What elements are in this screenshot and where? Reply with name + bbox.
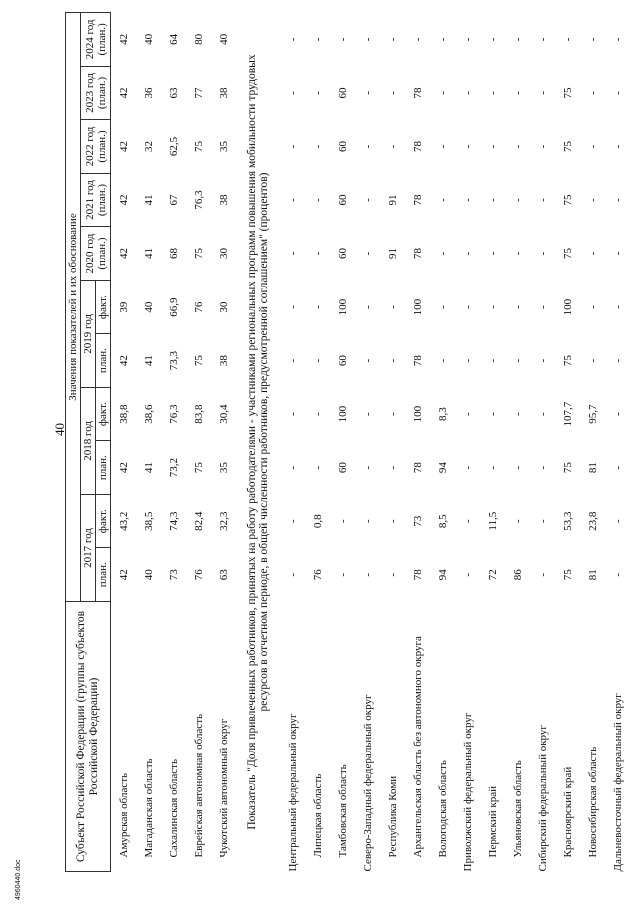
value-cell: 72 (486, 569, 499, 581)
value-cell: 94 (436, 569, 449, 581)
table-row (430, 13, 455, 872)
value-cell: - (286, 198, 299, 202)
value-cell: 42 (117, 462, 130, 474)
value-cell: - (361, 251, 374, 256)
table-row (280, 13, 305, 872)
value-cell: 76 (192, 569, 205, 581)
value-cell: - (386, 91, 399, 95)
value-cell: 78 (411, 355, 424, 367)
value-cell: 100 (411, 405, 424, 423)
district-name: Центральный федеральный округ (286, 713, 299, 872)
district-name: Приволжский федеральный округ (461, 712, 474, 872)
table-row (355, 13, 380, 872)
value-cell: - (511, 519, 524, 524)
table-row (505, 13, 530, 872)
value-cell: - (311, 91, 324, 95)
value-cell: 67 (167, 194, 180, 206)
value-cell: - (311, 305, 324, 309)
value-cell: 30,4 (217, 404, 230, 424)
header-year-2019: 2019 год (81, 280, 96, 387)
value-cell: - (586, 198, 599, 202)
value-cell: - (361, 519, 374, 524)
value-cell: 95,7 (586, 404, 599, 424)
region-name: Новосибирская область (586, 746, 599, 858)
header-plan: план. (96, 548, 111, 602)
value-cell: 94 (436, 462, 449, 474)
value-cell: 38 (217, 194, 230, 206)
district-name: Дальневосточный федеральный округ (611, 693, 624, 872)
header-year-2017: 2017 год (81, 494, 96, 601)
value-cell: 91 (386, 194, 399, 206)
value-cell: 64 (167, 33, 180, 45)
value-cell: - (511, 305, 524, 309)
region-name: Магаданская область (142, 758, 155, 858)
header-year-2020: 2020 год (план.) (81, 227, 111, 281)
value-cell: 78 (411, 140, 424, 152)
value-cell: - (586, 305, 599, 309)
value-cell: - (536, 465, 549, 470)
value-cell: 11,5 (486, 511, 499, 531)
value-cell: - (461, 144, 474, 149)
value-cell: - (486, 358, 499, 363)
value-cell: 38 (217, 355, 230, 367)
value-cell: - (611, 91, 624, 95)
table-row (580, 13, 605, 872)
value-cell: 91 (386, 248, 399, 260)
value-cell: - (386, 144, 399, 149)
value-cell: - (486, 251, 499, 256)
value-cell: 32,3 (217, 511, 230, 531)
value-cell: 75 (561, 194, 574, 206)
value-cell: - (361, 91, 374, 95)
rotated-table-sheet (65, 12, 625, 872)
table-row (111, 13, 137, 872)
value-cell: - (336, 519, 349, 524)
value-cell: 38,6 (142, 404, 155, 424)
value-cell: - (536, 91, 549, 95)
value-cell: 42 (117, 569, 130, 581)
value-cell: 60 (336, 87, 349, 99)
region-name: Архангельская область без автономного округа (411, 636, 424, 858)
table-row (455, 13, 480, 872)
value-cell: 41 (142, 462, 155, 474)
value-cell: 75 (561, 355, 574, 367)
header-fact: факт. (96, 494, 111, 548)
value-cell: 60 (336, 462, 349, 474)
value-cell: 78 (411, 248, 424, 260)
value-cell: 32 (142, 140, 155, 152)
value-cell: - (336, 572, 349, 577)
region-name: Ульяновская область (511, 760, 524, 858)
value-cell: - (486, 91, 499, 95)
value-cell: - (586, 37, 599, 42)
value-cell: - (436, 305, 449, 309)
value-cell: - (286, 358, 299, 363)
header-year-2022: 2022 год (план.) (81, 120, 111, 174)
value-cell: 100 (561, 298, 574, 316)
value-cell: - (286, 144, 299, 149)
value-cell: 60 (336, 248, 349, 260)
value-cell: - (461, 519, 474, 524)
value-cell: - (511, 37, 524, 42)
value-cell: 42 (117, 33, 130, 45)
value-cell: - (361, 358, 374, 363)
value-cell: - (311, 358, 324, 363)
value-cell: 38,8 (117, 404, 130, 424)
value-cell: 81 (586, 462, 599, 474)
value-cell: 76 (311, 569, 324, 581)
value-cell: - (611, 37, 624, 42)
table-row (530, 13, 555, 872)
value-cell: - (511, 198, 524, 202)
value-cell: - (461, 305, 474, 309)
value-cell: - (461, 251, 474, 256)
header-plan: план. (96, 334, 111, 388)
table-row (211, 13, 236, 872)
value-cell: - (286, 91, 299, 95)
value-cell: 41 (142, 355, 155, 367)
value-cell: - (386, 305, 399, 309)
value-cell: 60 (336, 140, 349, 152)
value-cell: - (361, 198, 374, 202)
value-cell: 42 (117, 87, 130, 99)
region-name: Сахалинская область (167, 759, 180, 858)
value-cell: 75 (561, 569, 574, 581)
footer-filename: 4960440.doc (15, 859, 22, 900)
value-cell: 23,8 (586, 511, 599, 531)
value-cell: - (386, 358, 399, 363)
value-cell: 80 (192, 33, 205, 45)
value-cell: 40 (142, 301, 155, 313)
value-cell: - (286, 465, 299, 470)
value-cell: - (386, 37, 399, 42)
value-cell: - (511, 91, 524, 95)
value-cell: 73,2 (167, 458, 180, 478)
value-cell: - (461, 37, 474, 42)
value-cell: 38,5 (142, 511, 155, 531)
header-year-2018: 2018 год (81, 387, 96, 494)
header-year-2023: 2023 год (план.) (81, 66, 111, 120)
value-cell: - (461, 198, 474, 202)
value-cell: - (486, 144, 499, 149)
region-name: Еврейская автономная область (192, 713, 205, 858)
header-fact: факт. (96, 387, 111, 441)
value-cell: - (386, 572, 399, 577)
value-cell: - (511, 144, 524, 149)
value-cell: 0,8 (311, 514, 324, 529)
value-cell: 30 (217, 248, 230, 260)
value-cell: 40 (217, 33, 230, 45)
value-cell: - (586, 144, 599, 149)
value-cell: 74,3 (167, 511, 180, 531)
header-fact: факт. (96, 280, 111, 334)
value-cell: - (461, 465, 474, 470)
value-cell: - (436, 91, 449, 95)
value-cell: 75 (192, 462, 205, 474)
value-cell: 82,4 (192, 511, 205, 531)
value-cell: - (586, 91, 599, 95)
value-cell: 8,3 (436, 407, 449, 422)
value-cell: - (611, 305, 624, 309)
indicator-section (236, 13, 280, 872)
value-cell: 35 (217, 462, 230, 474)
indicators-table (65, 12, 630, 872)
region-name: Вологодская область (436, 760, 449, 858)
value-cell: - (286, 305, 299, 309)
table-row (305, 13, 330, 872)
value-cell: 40 (142, 33, 155, 45)
header-group-title: Значения показателей и их обоснование (66, 13, 81, 602)
value-cell: - (611, 465, 624, 470)
region-name: Красноярский край (561, 766, 574, 858)
value-cell: 77 (192, 87, 205, 99)
region-name: Липецкая область (311, 773, 324, 858)
value-cell: - (311, 412, 324, 416)
value-cell: - (361, 412, 374, 416)
value-cell: 42 (117, 194, 130, 206)
region-name: Республика Коми (386, 775, 399, 858)
value-cell: - (611, 358, 624, 363)
value-cell: - (361, 37, 374, 42)
header-year-2021: 2021 год (план.) (81, 173, 111, 227)
value-cell: - (411, 37, 424, 42)
table-row (161, 13, 186, 872)
value-cell: 75 (192, 248, 205, 260)
value-cell: - (536, 251, 549, 256)
value-cell: - (311, 198, 324, 202)
header-subject: Субъект Российской Федерации (группы субъектов Российской Федерации) (66, 602, 111, 872)
value-cell: 66,9 (167, 297, 180, 317)
value-cell: 62,5 (167, 136, 180, 157)
page-number: 40 (52, 423, 67, 436)
value-cell: - (486, 305, 499, 309)
value-cell: 86 (511, 569, 524, 581)
table-row (186, 13, 211, 872)
value-cell: - (536, 412, 549, 416)
value-cell: 83,8 (192, 404, 205, 424)
value-cell: - (611, 519, 624, 524)
table-row (555, 13, 580, 872)
region-name: Пермский край (486, 786, 499, 858)
value-cell: - (536, 198, 549, 202)
value-cell: - (361, 144, 374, 149)
value-cell: 78 (411, 569, 424, 581)
value-cell: - (436, 198, 449, 202)
value-cell: - (611, 144, 624, 149)
value-cell: 60 (336, 355, 349, 367)
value-cell: - (361, 305, 374, 309)
value-cell: 63 (217, 569, 230, 581)
table-row (405, 13, 430, 872)
value-cell: 73 (411, 515, 424, 527)
value-cell: 78 (411, 462, 424, 474)
value-cell: 30 (217, 301, 230, 313)
value-cell: - (511, 251, 524, 256)
value-cell: - (461, 572, 474, 577)
value-cell: - (536, 572, 549, 577)
district-name: Северо-Западный федеральный округ (361, 694, 374, 872)
value-cell: - (436, 144, 449, 149)
value-cell: 76,3 (167, 404, 180, 424)
value-cell: 107,7 (561, 401, 574, 427)
value-cell: - (611, 412, 624, 416)
value-cell: 100 (411, 298, 424, 316)
value-cell: - (286, 251, 299, 256)
value-cell: - (336, 37, 349, 42)
value-cell: 40 (142, 569, 155, 581)
value-cell: - (486, 37, 499, 42)
value-cell: - (561, 37, 574, 42)
value-cell: 75 (561, 140, 574, 152)
value-cell: - (486, 198, 499, 202)
header-year-2024: 2024 год (план.) (81, 13, 111, 67)
value-cell: 75 (192, 355, 205, 367)
value-cell: - (536, 519, 549, 524)
value-cell: - (461, 358, 474, 363)
table-body-bottom (280, 13, 630, 872)
table-header (66, 13, 111, 872)
value-cell: - (361, 465, 374, 470)
value-cell: - (386, 465, 399, 470)
region-name: Чукотский автономный округ (217, 718, 230, 858)
value-cell: - (311, 251, 324, 256)
value-cell: - (436, 251, 449, 256)
value-cell: - (311, 465, 324, 470)
value-cell: 38 (217, 87, 230, 99)
value-cell: - (486, 412, 499, 416)
value-cell: 75 (192, 140, 205, 152)
value-cell: - (386, 412, 399, 416)
value-cell: 42 (117, 355, 130, 367)
value-cell: - (386, 519, 399, 524)
value-cell: 35 (217, 140, 230, 152)
value-cell: - (461, 412, 474, 416)
value-cell: 42 (117, 248, 130, 260)
value-cell: - (461, 91, 474, 95)
value-cell: 78 (411, 87, 424, 99)
value-cell: - (536, 37, 549, 42)
district-name: Сибирский федеральный округ (536, 725, 549, 872)
value-cell: 75 (561, 248, 574, 260)
table-row (480, 13, 505, 872)
value-cell: - (311, 144, 324, 149)
table-row (136, 13, 161, 872)
value-cell: 78 (411, 194, 424, 206)
value-cell: 76,3 (192, 190, 205, 210)
value-cell: 36 (142, 87, 155, 99)
value-cell: 73 (167, 569, 180, 581)
value-cell: - (611, 572, 624, 577)
value-cell: - (511, 412, 524, 416)
value-cell: 75 (561, 87, 574, 99)
value-cell: 73,3 (167, 350, 180, 371)
value-cell: - (436, 37, 449, 42)
value-cell: - (436, 358, 449, 363)
table-row (330, 13, 355, 872)
value-cell: - (536, 144, 549, 149)
indicator-title: Показатель "Доля привлеченных работников, принятых на работу работодателями - участниками региональных программ повышения мобильности трудовых ресурсов в отчетном периоде, в общей численности работников, предусмотренной соглашением" (процентов) (246, 54, 270, 830)
value-cell: - (286, 37, 299, 42)
table-body-top (111, 13, 237, 872)
value-cell: 39 (117, 301, 130, 313)
value-cell: 100 (336, 298, 349, 316)
header-plan: план. (96, 441, 111, 495)
value-cell: - (486, 465, 499, 470)
value-cell: 43,2 (117, 511, 130, 531)
value-cell: 42 (117, 140, 130, 152)
value-cell: - (286, 519, 299, 524)
value-cell: 75 (561, 462, 574, 474)
region-name: Амурская область (117, 772, 130, 858)
value-cell: - (586, 251, 599, 256)
value-cell: 53,3 (561, 511, 574, 531)
value-cell: - (511, 465, 524, 470)
value-cell: - (311, 37, 324, 42)
value-cell: 63 (167, 87, 180, 99)
value-cell: 60 (336, 194, 349, 206)
value-cell: 41 (142, 194, 155, 206)
value-cell: 41 (142, 248, 155, 260)
table-row (605, 13, 630, 872)
value-cell: 100 (336, 405, 349, 423)
value-cell: - (536, 305, 549, 309)
value-cell: - (611, 198, 624, 202)
value-cell: 8,5 (436, 514, 449, 529)
value-cell: 81 (586, 569, 599, 581)
value-cell: - (286, 572, 299, 577)
value-cell: 76 (192, 301, 205, 313)
value-cell: - (611, 251, 624, 256)
table-row (380, 13, 405, 872)
region-name: Тамбовская область (336, 764, 349, 858)
value-cell: - (286, 412, 299, 416)
value-cell: - (536, 358, 549, 363)
value-cell: - (511, 358, 524, 363)
value-cell: - (361, 572, 374, 577)
value-cell: 68 (167, 248, 180, 260)
value-cell: - (586, 358, 599, 363)
